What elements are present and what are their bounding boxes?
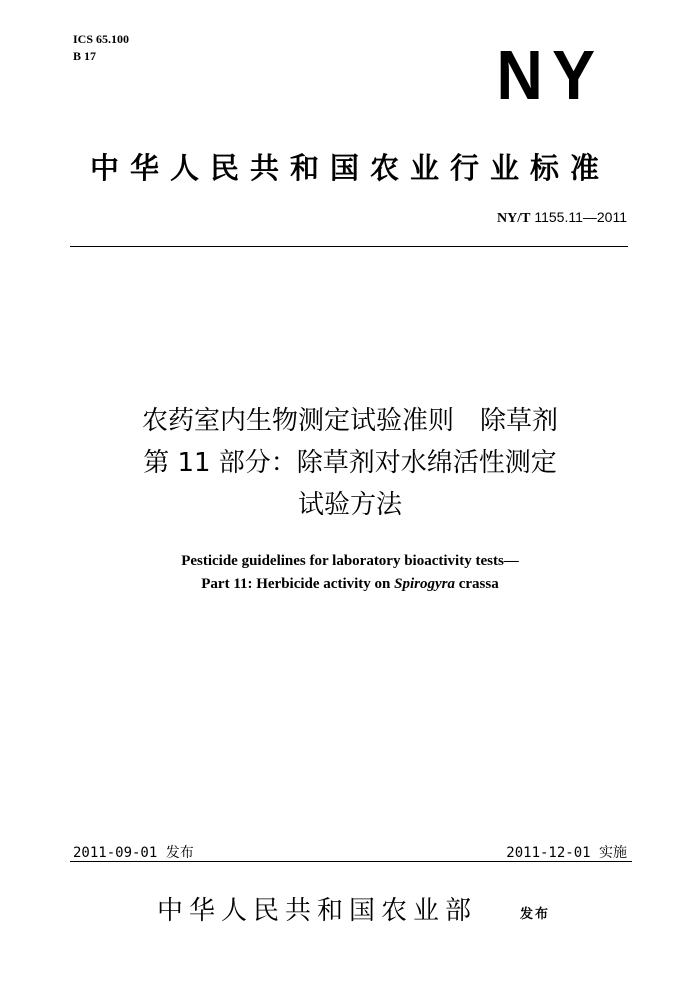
english-title (0, 550, 700, 596)
issuer-action: 发布 (520, 907, 551, 922)
ny-logo: NY (496, 36, 604, 114)
issue-date: 2011-09-01 发布 (73, 845, 194, 861)
standard-category-title: 中华人民共和国农业行业标准 (89, 151, 610, 185)
standard-number (497, 209, 627, 227)
english-title-line-2 (0, 573, 700, 596)
main-title-line-3: 试验方法 (297, 490, 402, 520)
classification-codes (73, 31, 129, 65)
main-title (0, 400, 700, 526)
english-title-line-1: Pesticide guidelines for laboratory bioactivity tests— (181, 553, 519, 569)
english-title-part-a: Part 11: Herbicide activity on (201, 576, 395, 592)
ics-code: ICS 65.100 (73, 32, 130, 46)
standard-number-value: 1155.11—2011 (530, 209, 627, 225)
ccs-code: B 17 (73, 49, 97, 63)
main-title-line-1: 农药室内生物测定试验准则 除草剂 (141, 406, 558, 436)
english-title-part-b: crassa (454, 576, 499, 592)
issuer-name: 中华人民共和国农业部 (157, 896, 478, 926)
standard-number-prefix: NY/T (497, 211, 531, 226)
main-title-line-2: 第 11 部分：除草剂对水绵活性测定 (143, 448, 557, 478)
implement-date: 2011-12-01 实施 (506, 845, 627, 861)
top-divider (70, 246, 628, 247)
english-title-italic: Spirogyra (394, 576, 455, 592)
bottom-divider (70, 861, 632, 862)
